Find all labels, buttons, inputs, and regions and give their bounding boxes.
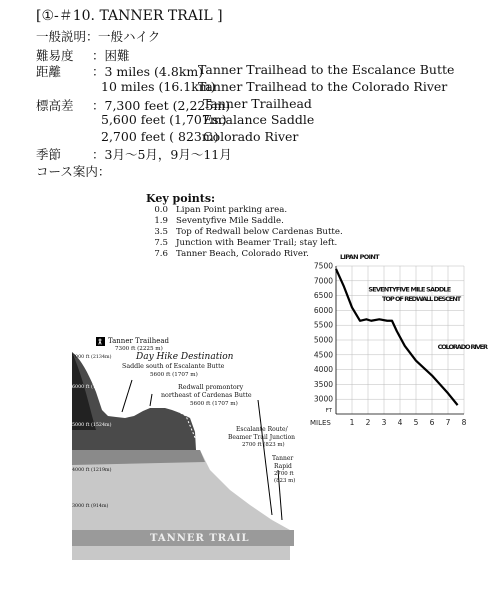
x-tick-label-5: 6 <box>429 418 435 427</box>
annotation-2: TOP OF REDWALL DESCENT <box>382 294 462 303</box>
season-label: 季節 <box>36 147 62 162</box>
tanner-rapid-4: (823 m) <box>274 478 296 484</box>
y-axis-label: FT <box>325 408 332 414</box>
trailhead-title: Tanner Trailhead <box>108 337 170 345</box>
elevation-1-value: ：7,300 feet (2,225m) <box>92 98 231 113</box>
elevation-2-value: 5,600 feet (1,707m) <box>101 112 227 127</box>
redwall-line-1: Redwall promontory <box>178 384 244 391</box>
left-elev-2: 6000 ft (1829m) <box>72 385 112 390</box>
distance-2-desc: Tanner Trailhead to the Colorado River <box>198 79 448 94</box>
x-axis-label: MILES <box>310 419 331 427</box>
difficulty-value: ：困難 <box>92 48 130 63</box>
distance-label: 距離 <box>36 64 62 79</box>
y-tick-label-9: 3000 <box>313 394 333 404</box>
escalante-elev: 2700 ft (823 m) <box>242 442 285 448</box>
y-tick-label-1: 7000 <box>313 276 333 286</box>
x-tick-label-0: 1 <box>349 418 355 427</box>
key-point-1: 1.9 Seventyfive Mile Saddle. <box>154 216 284 226</box>
key-points-title: Key points: <box>146 192 216 205</box>
y-tick-label-7: 4000 <box>313 365 333 375</box>
x-tick-label-6: 7 <box>445 418 451 427</box>
day-hike-elev: 5600 ft (1707 m) <box>150 372 198 378</box>
key-point-0: 0.0 Lipan Point parking area. <box>154 205 288 215</box>
elevation-3-desc: Colorado River <box>203 129 299 144</box>
x-tick-label-2: 3 <box>381 418 387 427</box>
elevation-label: 標高差 <box>36 98 74 113</box>
left-elev-5: 3000 ft (914m) <box>72 504 109 509</box>
x-tick-label-4: 5 <box>413 418 419 427</box>
distance-2-miles: 10 miles (16.1km) <box>101 79 216 94</box>
redwall-elev: 5600 ft (1707 m) <box>190 401 238 407</box>
redwall-line-2: northeast of Cardenas Butte <box>161 392 252 399</box>
key-point-3: 7.5 Junction with Beamer Trail; stay left. <box>154 238 338 248</box>
y-tick-label-6: 4500 <box>313 350 333 360</box>
key-point-4: 7.6 Tanner Beach, Colorado River. <box>154 249 309 259</box>
day-hike-title: Day Hike Destination <box>136 352 234 362</box>
general-label: 一般説明： <box>36 29 99 44</box>
y-tick-label-8: 3500 <box>313 379 333 389</box>
x-tick-label-7: 8 <box>461 418 467 427</box>
difficulty-label: 難易度 <box>36 48 74 63</box>
illustration-bottom-label: TANNER TRAIL <box>150 533 250 544</box>
left-elev-3: 5000 ft (1524m) <box>72 423 112 428</box>
annotation-1: SEVENTYFIVE MILE SADDLE <box>368 285 452 294</box>
escalante-line-2: Beamer Trail Junction <box>228 434 296 441</box>
y-tick-label-0: 7500 <box>313 261 333 271</box>
annotation-3: COLORADO RIVER <box>437 343 488 352</box>
x-tick-label-1: 2 <box>365 418 371 427</box>
distance-1-desc: Tanner Trailhead to the Escalance Butte <box>198 62 455 77</box>
general-value: 一般ハイク <box>98 29 161 44</box>
tanner-rapid-1: Tanner <box>272 455 294 462</box>
y-tick-label-2: 6500 <box>313 291 333 301</box>
x-tick-label-3: 4 <box>397 418 403 427</box>
y-tick-label-4: 5500 <box>313 320 333 330</box>
elevation-1-desc: Tanner Trailhead <box>203 96 312 111</box>
elevation-3-value: 2,700 feet ( 823m) <box>101 129 219 144</box>
distance-1-miles: ：3 miles (4.8km) <box>92 64 204 79</box>
left-elev-4: 4000 ft (1219m) <box>72 468 112 473</box>
key-point-2: 3.5 Top of Redwall below Cardenas Butte. <box>154 227 343 237</box>
escalante-line-1: Escalante Route/ <box>236 426 288 433</box>
tanner-rapid-3: 2700 ft <box>274 471 294 477</box>
tanner-rapid-2: Rapid <box>274 463 292 470</box>
season-value: ：3月～5月，9月～11月 <box>92 147 232 162</box>
trailhead-elev: 7300 ft (2225 m) <box>115 346 163 352</box>
annotation-0: LIPAN POINT <box>340 252 380 261</box>
y-tick-label-5: 5000 <box>313 335 333 345</box>
elevation-2-desc: Escalance Saddle <box>203 112 315 127</box>
page-title: [①-＃10. TANNER TRAIL ] <box>36 8 223 24</box>
course-label: コース案内： <box>36 164 111 179</box>
y-tick-label-3: 6000 <box>313 305 333 315</box>
left-elev-1: 7000 ft (2134m) <box>72 355 112 360</box>
day-hike-sub: Saddle south of Escalante Butte <box>122 363 225 370</box>
